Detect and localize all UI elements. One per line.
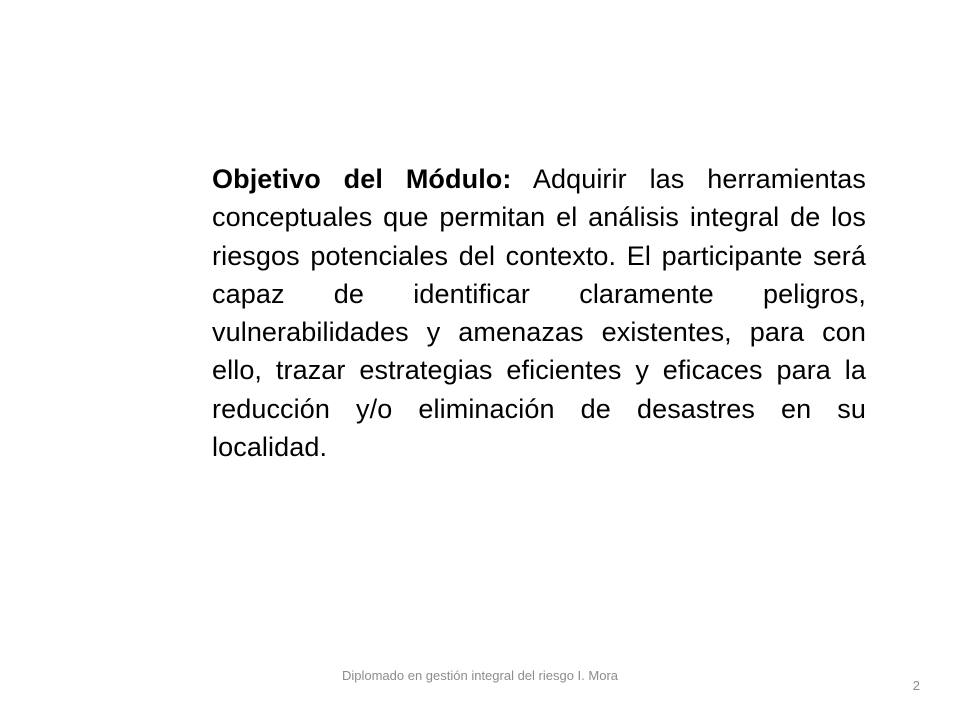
module-objective-paragraph (212, 160, 866, 466)
objective-label: Objetivo del Módulo: (212, 164, 512, 194)
slide-footer: Diplomado en gestión integral del riesgo I. Mora (341, 668, 619, 683)
objective-text: Adquirir las herramientas conceptuales que permitan el análisis integral de los riesgos potenciales del contexto. El participante será capaz de identificar claramente peligros, vulnerabilidades y amenazas existentes, para con ello, trazar estrategias eficientes y eficaces para la reducción y/o eliminación de desastres en su localidad. (212, 164, 867, 463)
slide-number: 2 (912, 678, 920, 693)
